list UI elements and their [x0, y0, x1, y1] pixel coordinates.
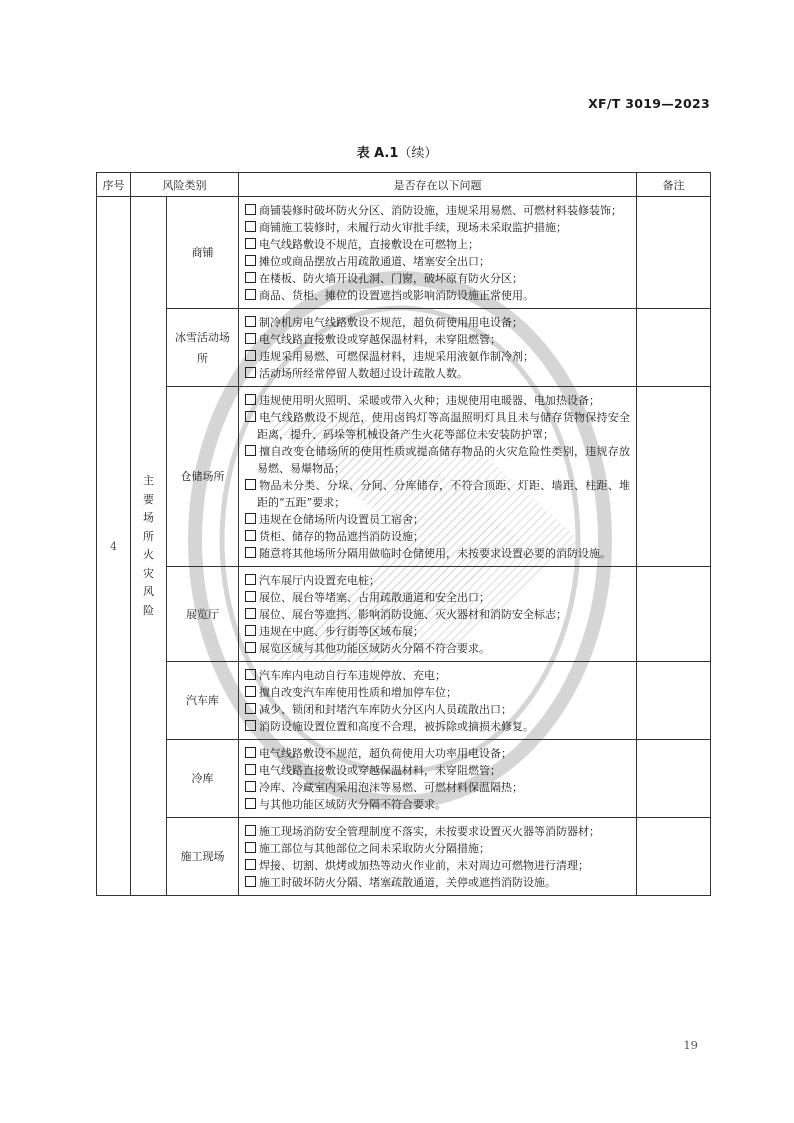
- checklist-item: [245, 874, 630, 891]
- checklist-item-text: 焊接、切割、烘烤或加热等动火作业前，未对周边可燃物进行清理；: [259, 859, 589, 872]
- checklist-item: [245, 511, 630, 528]
- checklist-item-text: 违规采用易燃、可燃保温材料，违规采用液氨作制冷剂；: [259, 350, 534, 363]
- checklist-item-text: 违规使用明火照明、采暖或带入火种；违规使用电暖器、电加热设备；: [259, 394, 600, 407]
- subcategory-cell: [167, 197, 239, 309]
- seq-value: 4: [110, 539, 117, 553]
- checkbox[interactable]: [245, 513, 256, 524]
- table-row-first: [97, 197, 711, 309]
- checklist-item-text: 施工现场消防安全管理制度不落实，未按要求设置灭火器等消防器材；: [259, 825, 600, 838]
- subcategory-label: 展览厅: [186, 607, 219, 621]
- checklist-item-text: 摊位或商品摆放占用疏散通道、堵塞安全出口；: [259, 255, 490, 268]
- checklist-item-text: 活动场所经常停留人数超过设计疏散人数。: [259, 367, 468, 380]
- checkbox[interactable]: [245, 367, 256, 378]
- checklist-item: [245, 202, 630, 219]
- checkbox[interactable]: [245, 703, 256, 714]
- checklist-item: [245, 701, 630, 718]
- checklist-item-text: 展位、展台等堵塞、占用疏散通道和安全出口；: [259, 591, 490, 604]
- col-header-seq: 序号: [97, 173, 131, 197]
- subcategory-cell: [167, 387, 239, 567]
- checklist-item: [245, 606, 630, 623]
- checkbox[interactable]: [245, 686, 256, 697]
- checkbox[interactable]: [245, 747, 256, 758]
- checklist-item: [245, 745, 630, 762]
- checkbox[interactable]: [245, 333, 256, 344]
- checklist-item-text: 擅自改变仓储场所的使用性质或提高储存物品的火灾危险性类别，违规存放易燃、易爆物品；: [257, 445, 630, 475]
- checklist-item: [245, 392, 630, 409]
- category-cell: [131, 197, 167, 896]
- checklist-item: [245, 236, 630, 253]
- table-title-suffix: （续）: [398, 146, 438, 161]
- checkbox[interactable]: [245, 316, 256, 327]
- checklist-item: [245, 545, 630, 562]
- subcategory-label: 冰雪活动场所: [175, 330, 230, 365]
- checklist-item-text: 货柜、储存的物品遮挡消防设施；: [259, 530, 424, 543]
- notes-cell[interactable]: [637, 197, 711, 309]
- subcategory-cell: [167, 818, 239, 896]
- checklist-item-text: 施工时破坏防火分隔、堵塞疏散通道，关停或遮挡消防设施。: [259, 876, 556, 889]
- checklist-item: [245, 253, 630, 270]
- checkbox[interactable]: [245, 825, 256, 836]
- checklist-item: [245, 287, 630, 304]
- checklist-item-text: 消防设施设置位置和高度不合理，被拆除或摘损未修复。: [259, 720, 534, 733]
- subcategory-label: 仓储场所: [180, 470, 225, 483]
- table-row: [97, 567, 711, 662]
- checklist-item-text: 商品、货柜、摊位的设置遮挡或影响消防设施正常使用。: [259, 289, 534, 302]
- checkbox[interactable]: [245, 204, 256, 215]
- checklist-item-text: 擅自改变汽车库使用性质和增加停车位；: [259, 686, 457, 699]
- checkbox[interactable]: [245, 591, 256, 602]
- subcategory-label: 商铺: [191, 246, 214, 259]
- checkbox[interactable]: [245, 842, 256, 853]
- checklist-item: [245, 477, 630, 511]
- table-row: [97, 662, 711, 740]
- checkbox[interactable]: [245, 238, 256, 249]
- checklist-item: [245, 331, 630, 348]
- subcategory-cell: [167, 567, 239, 662]
- checklist-item-text: 商铺施工装修时，未履行动火审批手续，现场未采取监护措施；: [259, 221, 567, 234]
- page-number: 19: [683, 1038, 698, 1052]
- checklist-item-text: 汽车展厅内设置充电桩；: [259, 574, 380, 587]
- checklist-item: [245, 823, 630, 840]
- seq-cell: [97, 197, 131, 896]
- subcategory-cell: [167, 662, 239, 740]
- checkbox[interactable]: [245, 547, 256, 558]
- table-body: [97, 197, 711, 896]
- checkbox[interactable]: [245, 764, 256, 775]
- checklist-item-text: 制冷机房电气线路敷设不规范，超负荷使用用电设备；: [259, 316, 523, 329]
- table-title-label: 表 A.1: [356, 146, 399, 161]
- checkbox[interactable]: [245, 781, 256, 792]
- checkbox[interactable]: [245, 625, 256, 636]
- checkbox[interactable]: [245, 289, 256, 300]
- checklist-item-text: 电气线路敷设不规范，使用卤钨灯等高温照明灯具且未与储存货物保持安全距离，提升、码垛等机械设备产生火花等部位未安装防护罩；: [257, 411, 630, 441]
- checklist-cell: [239, 740, 637, 818]
- checklist-item: [245, 348, 630, 365]
- checkbox[interactable]: [245, 411, 256, 422]
- col-header-questions: 是否存在以下问题: [239, 173, 637, 197]
- col-header-notes: 备注: [637, 173, 711, 197]
- checklist-item: [245, 572, 630, 589]
- checklist-item: [245, 314, 630, 331]
- checklist-item: [245, 589, 630, 606]
- checklist-cell: [239, 197, 637, 309]
- checklist-item: [245, 270, 630, 287]
- checklist-cell: [239, 387, 637, 567]
- checklist-item: [245, 623, 630, 640]
- notes-cell[interactable]: [637, 309, 711, 387]
- checklist-item-text: 电气线路敷设不规范，超负荷使用大功率用电设备；: [259, 747, 512, 760]
- checkbox[interactable]: [245, 272, 256, 283]
- checklist-cell: [239, 567, 637, 662]
- checkbox[interactable]: [245, 350, 256, 361]
- notes-cell[interactable]: [637, 567, 711, 662]
- notes-cell[interactable]: [637, 662, 711, 740]
- subcategory-label: 冷库: [191, 772, 214, 785]
- col-header-category: 风险类别: [131, 173, 239, 197]
- checklist-item-text: 在楼板、防火墙开设孔洞、门窗，破坏原有防火分区；: [259, 272, 523, 285]
- table-row: [97, 818, 711, 896]
- standard-number: XF/T 3019—2023: [588, 96, 710, 111]
- checklist-item: [245, 840, 630, 857]
- checkbox[interactable]: [245, 479, 256, 490]
- checklist-item: [245, 684, 630, 701]
- checklist-item-text: 随意将其他场所分隔用做临时仓储使用，未按要求设置必要的消防设施。: [259, 547, 611, 560]
- checklist-item: [245, 443, 630, 477]
- checkbox[interactable]: [245, 608, 256, 619]
- checklist-item-text: 违规在中庭、步行街等区域布展；: [259, 625, 424, 638]
- checklist-item-text: 减少、锁闭和封堵汽车库防火分区内人员疏散出口；: [259, 703, 512, 716]
- checklist-item-text: 汽车库内电动自行车违规停放、充电；: [259, 669, 446, 682]
- notes-cell[interactable]: [637, 818, 711, 896]
- table-row: [97, 387, 711, 567]
- table-header-row: [97, 173, 711, 197]
- checkbox[interactable]: [245, 642, 256, 653]
- checklist-item: [245, 857, 630, 874]
- checklist-cell: [239, 309, 637, 387]
- checklist-item: [245, 409, 630, 443]
- subcategory-cell: [167, 309, 239, 387]
- checklist-item: [245, 365, 630, 382]
- checklist-item-text: 电气线路敷设不规范，直接敷设在可燃物上；: [259, 238, 479, 251]
- checklist-item-text: 电气线路直接敷设或穿越保温材料，未穿阻燃管；: [259, 764, 501, 777]
- table-row: [97, 309, 711, 387]
- checklist-item: [245, 640, 630, 657]
- checkbox[interactable]: [245, 574, 256, 585]
- checkbox[interactable]: [245, 720, 256, 731]
- checklist-item-text: 物品未分类、分垛、分间、分库储存，不符合顶距、灯距、墙距、柱距、堆距的“五距”要求；: [257, 479, 630, 509]
- checklist-item: [245, 667, 630, 684]
- checklist-item: [245, 779, 630, 796]
- checklist-item: [245, 762, 630, 779]
- checklist-item: [245, 219, 630, 236]
- subcategory-label: 施工现场: [180, 850, 225, 863]
- checkbox[interactable]: [245, 221, 256, 232]
- checklist-cell: [239, 662, 637, 740]
- notes-cell[interactable]: [637, 740, 711, 818]
- checkbox[interactable]: [245, 669, 256, 680]
- checklist-item-text: 商铺装修时破坏防火分区、消防设施，违规采用易燃、可燃材料装修装饰；: [259, 204, 622, 217]
- checklist-cell: [239, 818, 637, 896]
- checklist-item-text: 展览区域与其他功能区域防火分隔不符合要求。: [259, 642, 490, 655]
- checkbox[interactable]: [245, 394, 256, 405]
- notes-cell[interactable]: [637, 387, 711, 567]
- risk-check-table: [96, 172, 711, 896]
- checklist-item-text: 冷库、冷藏室内采用泡沫等易燃、可燃材料保温隔热；: [259, 781, 523, 794]
- checklist-item: [245, 796, 630, 813]
- checklist-item-text: 展位、展台等遮挡、影响消防设施、灭火器材和消防安全标志；: [259, 608, 567, 621]
- checklist-item-text: 电气线路直接敷设或穿越保温材料，未穿阻燃管；: [259, 333, 501, 346]
- subcategory-label: 汽车库: [186, 694, 219, 707]
- category-label: 主要场所火灾风险: [143, 474, 154, 617]
- checkbox[interactable]: [245, 859, 256, 870]
- checklist-item-text: 违规在仓储场所内设置员工宿舍；: [259, 513, 424, 526]
- checkbox[interactable]: [245, 876, 256, 887]
- checklist-item-text: 与其他功能区域防火分隔不符合要求。: [259, 798, 446, 811]
- checklist-item: [245, 718, 630, 735]
- checkbox[interactable]: [245, 798, 256, 809]
- checkbox[interactable]: [245, 445, 256, 456]
- checklist-item-text: 施工部位与其他部位之间未采取防火分隔措施；: [259, 842, 490, 855]
- checkbox[interactable]: [245, 255, 256, 266]
- checkbox[interactable]: [245, 530, 256, 541]
- table-title: [0, 142, 794, 161]
- checklist-item: [245, 528, 630, 545]
- table-row: [97, 740, 711, 818]
- subcategory-cell: [167, 740, 239, 818]
